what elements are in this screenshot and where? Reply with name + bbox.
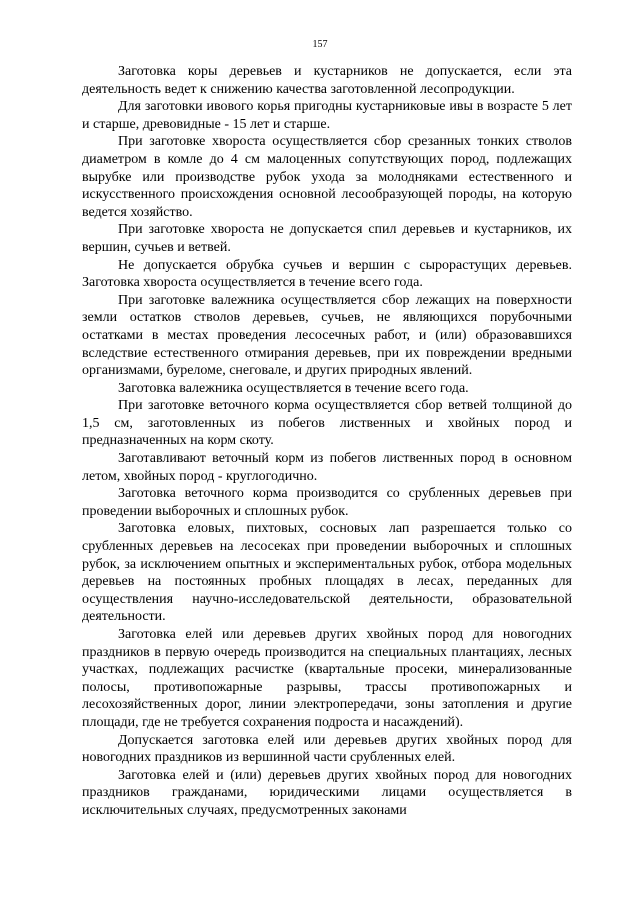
page-number: 157 (312, 39, 328, 50)
paragraph-brushwood-collection: При заготовке хвороста осуществляется сбор срезанных тонких стволов диаметром в комле до 4 см малоценных сопутствующих пород, подлежащих вырубке или производстве рубок ухода за молодняками естественного и искусственного происхождения основной лесообразующей породы, на которую ведется хозяйство. (82, 134, 572, 220)
paragraph-branch-fodder: При заготовке веточного корма осуществляется сбор ветвей толщиной до 1,5 см, заготовленных из побегов лиственных и хвойных пород и предназначенных на корм скоту. (82, 398, 572, 449)
paragraph-conifer-branches: Заготовка еловых, пихтовых, сосновых лап разрешается только со срубленных деревьев на лесосеках при проведении выборочных и сплошных рубок, за исключением опытных и экспериментальных рубок, отбора модельных деревьев на постоянных пробных площадях в лесах, переданных для осуществления научно-исследовательской деятельности, образовательной деятельности. (82, 521, 572, 625)
paragraph-new-year-trees-sites: Заготовка елей или деревьев других хвойных пород для новогодних праздников в первую очередь производится на специальных плантациях, лесных участках, подлежащих расчистке (квартальные просеки, минерализованные полосы, противопожарные разрывы, трассы противопожарных и лесохозяйственных дорог, линии электропередачи, зоны затопления и другие площади, где не требуется сохранения подроста и насаждений). (82, 627, 572, 730)
paragraph-new-year-trees-citizens: Заготовка елей и (или) деревьев других хвойных пород для новогодних праздников гражданами, юридическими лицами осуществляется в исключительных случаях, предусмотренных законами (82, 767, 572, 818)
paragraph-branch-fodder-source: Заготовка веточного корма производится со срубленных деревьев при проведении выборочных и сплошных рубок. (82, 486, 572, 519)
paragraph-deadwood-collection: При заготовке валежника осуществляется сбор лежащих на поверхности земли остатков стволов деревьев, сучьев, не являющихся порубочными остатками в местах проведения лесосечных работ, и (или) образовавшихся вследствие естественного отмирания деревьев, при их повреждении вредными организмами, буреломе, снеговале, и других природных явлений. (82, 292, 572, 379)
paragraph-new-year-trees-tops: Допускается заготовка елей или деревьев других хвойных пород для новогодних праздников из вершинной части срубленных елей. (82, 732, 572, 766)
body-text (82, 63, 572, 820)
paragraph-willow-bark: Для заготовки ивового корья пригодны кустарниковые ивы в возрасте 5 лет и старше, древовидные - 15 лет и старше. (82, 99, 572, 132)
paragraph-branch-fodder-season: Заготавливают веточный корм из побегов лиственных пород в основном летом, хвойных пород - круглогодично. (82, 451, 572, 484)
paragraph-deadwood-season: Заготовка валежника осуществляется в течение всего года. (118, 380, 469, 396)
paragraph-brushwood-restrictions: При заготовке хвороста не допускается спил деревьев и кустарников, их вершин, сучьев и ветвей. (82, 222, 572, 255)
paragraph-bark-harvesting: Заготовка коры деревьев и кустарников не допускается, если эта деятельность ведет к снижению качества заготовленной лесопродукции. (82, 64, 572, 97)
paragraph-no-pruning-living-trees: Не допускается обрубка сучьев и вершин с сырорастущих деревьев. Заготовка хвороста осуществляется в течение всего года. (82, 257, 572, 291)
